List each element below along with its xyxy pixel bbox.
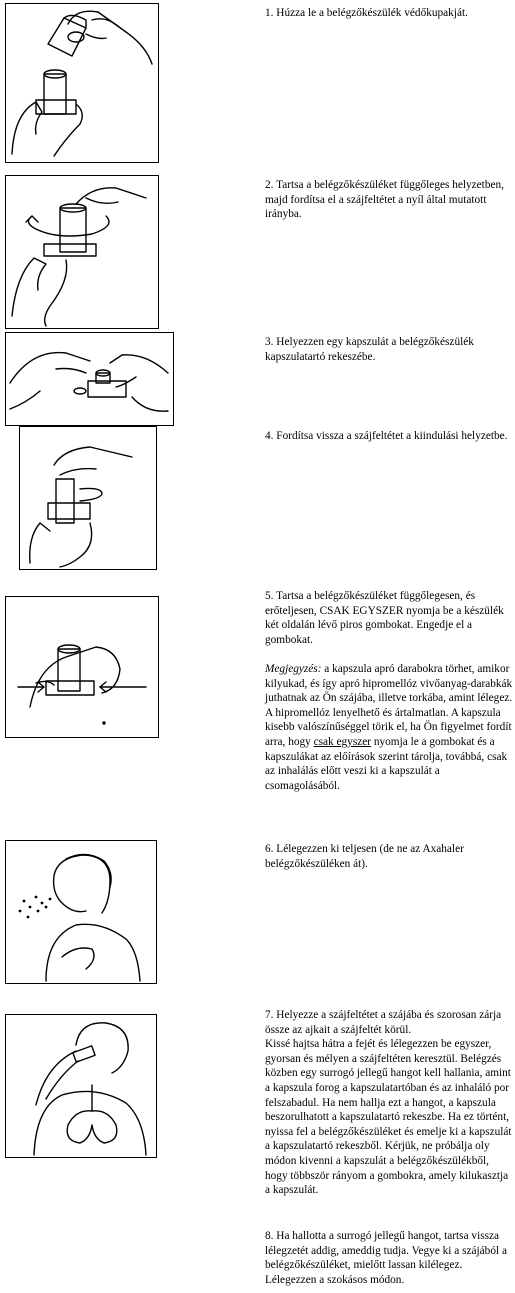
upper-hand-drawing	[54, 447, 132, 475]
step-4-text: 4. Fordítsa vissza a szájfeltétet a kiindulási helyzetbe.	[265, 430, 508, 442]
hand-on-chest-drawing	[62, 948, 94, 969]
step-3-illustration	[5, 332, 174, 426]
step-5-text: 5. Tartsa a belégzőkészüléket függőlegesen, és erőteljesen, CSAK EGYSZER nyomja be a készülék két oldalán lévő piros gombokat. Engedje el a gombokat.	[265, 590, 504, 646]
paragraph-gap	[265, 647, 513, 662]
protective-cap-drawing	[48, 15, 86, 56]
head-drawing	[54, 855, 110, 913]
speck-mark	[103, 722, 105, 724]
step-2-illustration	[5, 175, 159, 329]
lower-hand-drawing	[12, 258, 67, 326]
note-text-a: a kapszula apró darabokra törhet, amikor kilyukad, és így apró hipromellóz vivőanyag-darabkák juthatnak az Ön szájába, illetve torkába, amint lélegez. A hipromellóz lenyelhető és ártalmatlan. A kapszula kisebb valószínűséggel törik el, ha Ön figyelmet fordít arra, hogy	[265, 662, 513, 748]
arm-hand-drawing	[36, 1051, 78, 1105]
shoulders-drawing	[34, 1091, 146, 1155]
inhaler-body-drawing	[44, 204, 96, 256]
right-hand-drawing	[110, 355, 168, 411]
step-7-text-block	[265, 1008, 513, 1198]
lower-hand-drawing	[30, 523, 92, 567]
rotation-arrow-drawing	[80, 489, 102, 502]
step-1-illustration	[5, 3, 159, 163]
step-1-text: 1. Húzza le a belégzőkészülék védőkupakját.	[265, 7, 468, 19]
step-3-text: 3. Helyezzen egy kapszulát a belégzőkészülék kapszulatartó rekeszébe.	[265, 336, 474, 363]
lungs-drawing	[67, 1085, 117, 1143]
left-hand-drawing	[10, 353, 90, 409]
step-2-text: 2. Tartsa a belégzőkészüléket függőleges helyzetben, majd fordítsa el a szájfeltétet a nyíl által mutatott irányba.	[265, 179, 504, 221]
step-8-text: 8. Ha hallotta a surrogó jellegű hangot, tartsa vissza lélegzetét addig, ameddig tudja. Vegye ki a szájából a belégzőkészüléket, mielőtt lassan kilélegez. Lélegezzen a szokásos módon.	[265, 1230, 507, 1286]
head-drawing	[76, 1023, 128, 1073]
inhaler-in-mouth-drawing	[73, 1046, 95, 1062]
inhaler-body-drawing	[46, 645, 94, 695]
step-7-text-b: Kissé hajtsa hátra a fejét és lélegezzen be egyszer, gyorsan és mélyen a szájfeltéten keresztül. Belégzés közben egy surrogó jellegű hangot kell hallania, amint a kapszula forog a kapszulatartóban és az inhaláló por felszabadul. Ha nem hallja ezt a hangot, a kapszula beszorulhatott a kapszulatartó rekeszbe. Ha ez történt, nyissa fel a belégzőkészüléket és emelje ki a kapszulát a kapszulatartó rekeszből. Kérjük, ne próbálja oly módon kivenni a kapszulát a belégzőkészülékből, hogy többször rányom a gombokra, amely kilukasztja a kapszulát.	[265, 1038, 512, 1197]
note-text-b: nyomja le a gombokat és a kapszulákat az előírások szerint tárolja, továbbá, csak az inhalálás előtt veszi ki a kapszulát a csomagolásából.	[265, 735, 508, 792]
inhaler-body-drawing	[36, 70, 76, 114]
hand-drawing	[30, 647, 120, 707]
inhaler-open-drawing	[88, 370, 126, 397]
capsule-drawing	[74, 388, 86, 394]
upper-hand-drawing	[76, 188, 146, 204]
step-7-illustration	[5, 1014, 157, 1158]
step-6-text: 6. Lélegezzen ki teljesen (de ne az Axahaler belégzőkészüléken át).	[265, 843, 464, 870]
exhale-particles-drawing	[19, 896, 52, 919]
lower-hand-drawing	[12, 102, 82, 156]
step-5-illustration	[5, 596, 159, 738]
step-6-illustration	[5, 840, 157, 984]
step-4-illustration	[19, 426, 157, 570]
rotation-arrow-drawing	[28, 216, 108, 236]
step-5-note	[265, 662, 513, 793]
rotation-arrowhead-drawing	[26, 216, 38, 222]
note-label: Megjegyzés:	[265, 662, 322, 675]
step-7-text-a: 7. Helyezze a szájfeltétet a szájába és szorosan zárja össze az ajkait a szájfeltét körül.	[265, 1009, 502, 1036]
note-emphasis: csak egyszer	[313, 735, 372, 748]
hair-drawing	[66, 854, 111, 887]
step-5-text-block	[265, 589, 513, 793]
